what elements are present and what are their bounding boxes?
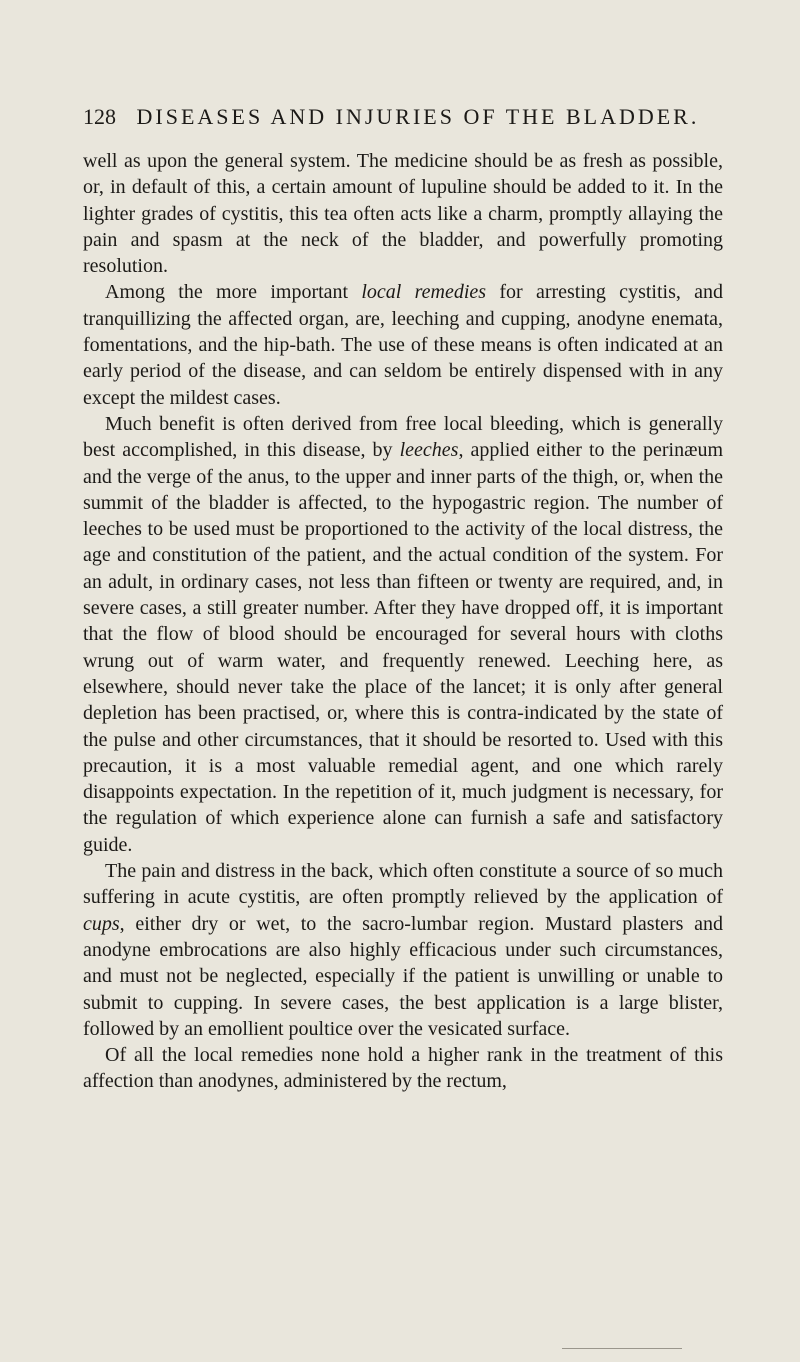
- paragraph-3-before: Much benefit is often derived from free local bleeding, which is generally best accomplished, in this disease, by: [83, 412, 723, 462]
- body-text: [83, 148, 723, 1095]
- paragraph-2: [83, 279, 723, 410]
- paragraph-2-emphasis: local remedies: [361, 281, 487, 304]
- paragraph-4-before: The pain and distress in the back, which often constitute a source of so much suffering in acute cystitis, are often promptly relieved by the application of: [83, 860, 723, 909]
- paragraph-4: [83, 858, 723, 1042]
- paragraph-3-emphasis: leeches: [399, 439, 459, 462]
- paragraph-1: [83, 148, 723, 279]
- paragraph-3: [83, 411, 723, 858]
- page-number: 128: [83, 104, 116, 129]
- paragraph-4-after: , either dry or wet, to the sacro-lumbar region. Mustard plasters and anodyne embrocations are also highly efficacious under such circumstances, and must not be neglected, especially if the patient is unwilling or unable to submit to cupping. In severe cases, the best application is a large blister, followed by an emollient poultice over the vesicated surface.: [83, 912, 723, 1040]
- paragraph-1-text: well as upon the general system. The medicine should be as fresh as possible, or, in default of this, a certain amount of lupuline should be added to it. In the lighter grades of cystitis, this tea often acts like a charm, promptly allaying the pain and spasm at the neck of the bladder, and powerfully promoting resolution.: [83, 150, 723, 278]
- paragraph-2-after: for arresting cystitis, and tranquillizing the affected organ, are, leeching and cupping, anodyne enemata, fomentations, and the hip-bath. The use of these means is often indicated at an early period of the disease, and can seldom be entirely dispensed with in any except the mildest cases.: [83, 281, 724, 409]
- bottom-rule-mark: [562, 1348, 682, 1349]
- page-header: [83, 104, 723, 130]
- paragraph-4-emphasis: cups: [83, 912, 120, 935]
- paragraph-5-text: Of all the local remedies none hold a higher rank in the treatment of this affection than anodynes, administered by the rectum,: [83, 1044, 723, 1093]
- paragraph-2-before: Among the more important: [105, 281, 362, 304]
- paragraph-5: [83, 1042, 723, 1095]
- paragraph-3-after: , applied either to the perinæum and the verge of the anus, to the upper and inner parts of the thigh, or, when the summit of the bladder is affected, to the hypogastric region. The number of leeches to be used must be proportioned to the activity of the local distress, the age and constitution of the patient, and the actual condition of the system. For an adult, in ordinary cases, not less than fifteen or twenty are required, and, in severe cases, a still greater number. After they have dropped off, it is important that the flow of blood should be encouraged for several hours with cloths wrung out of warm water, and frequently renewed. Leeching here, as elsewhere, should never take the place of the lancet; it is only after general depletion has been practised, or, where this is contra-indicated by the state of the pulse and other circumstances, that it should be resorted to. Used with this precaution, it is a most valuable remedial agent, and one which rarely disappoints expectation. In the repetition of it, much judgment is necessary, for the regulation of which experience alone can furnish a safe and satisfactory guide.: [83, 439, 723, 856]
- running-title: DISEASES AND INJURIES OF THE BLADDER.: [136, 104, 700, 129]
